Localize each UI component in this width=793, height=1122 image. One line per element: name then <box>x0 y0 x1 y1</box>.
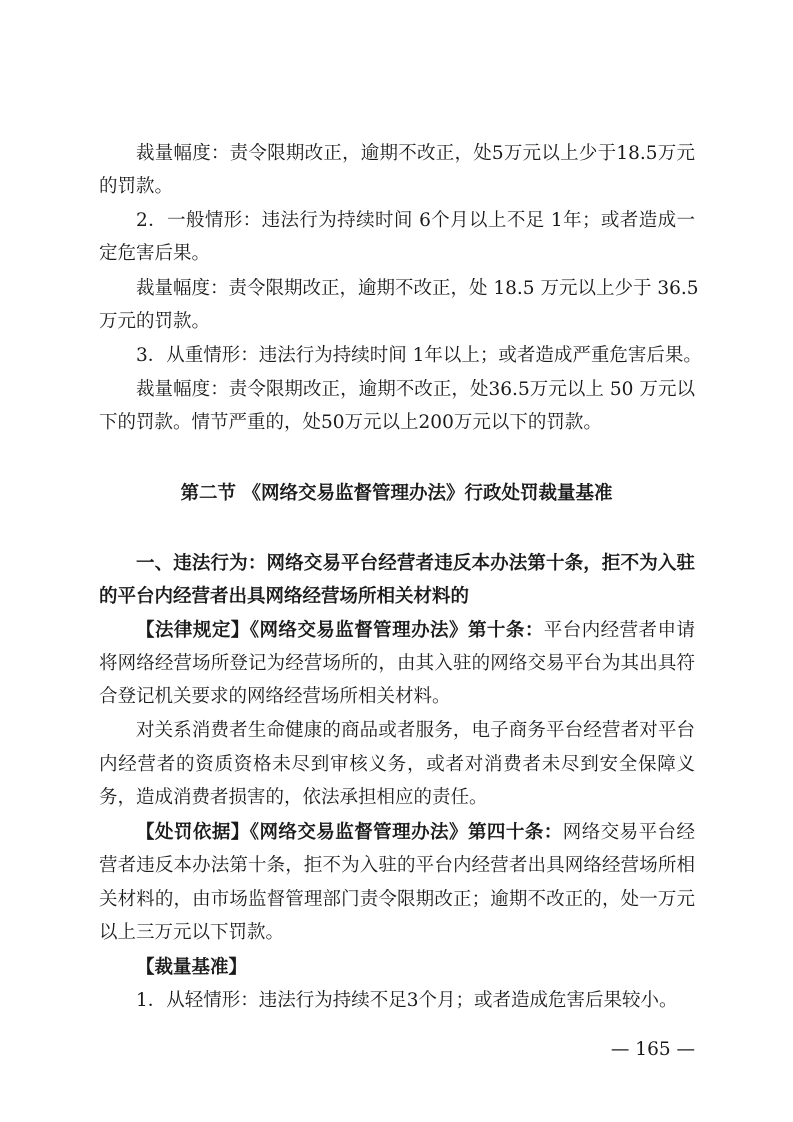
text-line: 裁量幅度：责令限期改正，逾期不改正，处 18.5 万元以上少于 36.5 <box>136 278 699 299</box>
text-line: 裁量幅度：责令限期改正，逾期不改正，处36.5万元以上 50 万元以 <box>136 379 695 400</box>
violation-heading-line: 的平台内经营者出具网络经营场所相关材料的 <box>99 586 470 607</box>
text-line: 对关系消费者生命健康的商品或者服务，电子商务平台经营者对平台 <box>136 720 695 741</box>
text-line: 1．从轻情形：违法行为持续不足3个月；或者造成危害后果较小。 <box>136 990 678 1011</box>
text-line: 合登记机关要求的网络经营场所相关材料。 <box>99 686 451 707</box>
section-title: 第二节 《网络交易监督管理办法》行政处罚裁量基准 <box>180 483 613 504</box>
text-line: 万元的罚款。 <box>99 311 211 332</box>
text-line: 营者违反本办法第十条，拒不为入驻的平台内经营者出具网络经营场所相 <box>99 855 695 876</box>
penalty-basis-label: 【处罚依据】《网络交易监督管理办法》第四十条： <box>136 822 563 843</box>
text-line: 以上三万元以下罚款。 <box>99 922 285 943</box>
text-line: 内经营者的资质资格未尽到审核义务，或者对消费者未尽到安全保障义 <box>99 754 695 775</box>
text-line: 下的罚款。情节严重的，处50万元以上200万元以下的罚款。 <box>99 412 602 433</box>
discretion-label: 【裁量基准】 <box>136 957 248 978</box>
page-number: — 165 — <box>610 1039 695 1060</box>
text-line: 定危害后果。 <box>99 243 211 264</box>
legal-basis-label: 【法律规定】《网络交易监督管理办法》第十条： <box>136 620 544 641</box>
legal-basis-line <box>136 620 695 642</box>
text-line: 务，造成消费者损害的，依法承担相应的责任。 <box>99 787 488 808</box>
violation-heading-line: 一、违法行为：网络交易平台经营者违反本办法第十条，拒不为入驻 <box>136 553 695 574</box>
text-line: 3．从重情形：违法行为持续时间 1年以上；或者造成严重危害后果。 <box>136 345 702 366</box>
penalty-basis-text: 网络交易平台经 <box>562 822 695 843</box>
text-line: 关材料的，由市场监督管理部门责令限期改正；逾期不改正的，处一万元 <box>99 889 695 910</box>
text-line: 的罚款。 <box>99 176 174 197</box>
text-line: 裁量幅度：责令限期改正，逾期不改正，处5万元以上少于18.5万元 <box>136 143 695 164</box>
text-line: 将网络经营场所登记为经营场所的，由其入驻的网络交易平台为其出具符 <box>99 653 695 674</box>
penalty-basis-line <box>136 822 695 844</box>
legal-basis-text: 平台内经营者申请 <box>543 620 695 641</box>
text-line: 2．一般情形：违法行为持续时间 6个月以上不足 1年；或者造成一 <box>136 210 695 231</box>
